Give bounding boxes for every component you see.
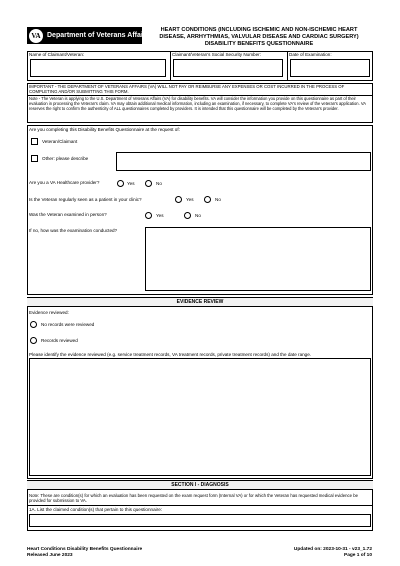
footer-left (27, 547, 142, 559)
diagnosis-title: SECTION I - DIAGNOSIS (27, 480, 373, 490)
yes-label: Yes (186, 197, 194, 202)
records-reviewed-radio[interactable] (30, 337, 37, 344)
other-checkbox[interactable] (31, 155, 38, 162)
no-label: No (215, 197, 221, 202)
claimant-name-field[interactable] (30, 59, 166, 77)
divider (287, 51, 288, 81)
in-person-no-radio[interactable] (184, 212, 191, 219)
release-date: Released June 2023 (27, 552, 73, 558)
other-description-field[interactable] (116, 152, 371, 171)
no-records-radio[interactable] (30, 321, 37, 328)
in-person-yes-radio[interactable] (145, 212, 152, 219)
form-title: HEART CONDITIONS (INCLUDING ISCHEMIC AND NON-ISCHEMIC HEART DISEASE, ARRHYTHMIAS, VALVULAR DISEASE AND CARDIAC SURGERY) DISABILITY BENEFITS QUESTIONNAIRE (159, 27, 359, 47)
page-number: Page 1 of 10 (344, 552, 372, 558)
claimant-ssn-field[interactable] (173, 59, 283, 77)
veteran-option-label: Veteran/Claimant (42, 139, 78, 144)
veteran-checkbox[interactable] (31, 138, 38, 145)
evidence-reviewed-label: Evidence reviewed: (29, 310, 69, 315)
patient-question: Is the Veteran regularly seen as a patient in your clinic? (29, 197, 142, 202)
yes-label: Yes (156, 213, 164, 218)
in-person-question: Was the Veteran examined in person? (29, 212, 107, 217)
diagnosis-note: Note: These are condition(s) for which an evaluation has been requested on the exam request form (Internal VA) or for which the Veteran has requested medical evidence be provided for submission to VA. (29, 493, 358, 504)
important-notice: IMPORTANT - THE DEPARTMENT OF VETERANS AFFAIRS (VA) WILL NOT PAY OR REIMBURSE ANY EXPENSES OR COST INCURRED IN THE PROCESS OF COMPLETING AND/OR SUBMITTING THIS FORM. (29, 84, 345, 95)
patient-yes-radio[interactable] (175, 196, 182, 203)
org-name: Department of Veterans Affairs (47, 32, 150, 39)
evidence-title: EVIDENCE REVIEW (27, 297, 373, 307)
va-provider-no-radio[interactable] (145, 180, 152, 187)
claimant-name-label: Name of Claimant/Veteran: (29, 52, 85, 57)
no-label: No (195, 213, 201, 218)
other-option-label: Other: please describe (42, 156, 89, 161)
divider (27, 505, 373, 506)
how-conducted-field[interactable] (145, 227, 371, 291)
footer-right (294, 547, 372, 559)
item-1a-label: 1A. List the claimed condition(s) that pertain to this questionnaire: (29, 507, 163, 512)
evidence-description-field[interactable] (29, 358, 371, 476)
how-conducted-question: If no, how was the examination conducted? (29, 228, 118, 233)
no-records-label: No records were reviewed (41, 322, 95, 327)
records-reviewed-label: Records reviewed (41, 338, 78, 343)
exam-date-label: Date of Examination: (289, 52, 332, 57)
va-logo (27, 27, 150, 44)
request-question: Are you completing this Disability Benefits Questionnaire at the request of: (29, 127, 180, 132)
exam-date-field[interactable] (290, 59, 370, 77)
divider (170, 51, 171, 81)
evidence-identify-label: Please identify the evidence reviewed (e.g. service treatment records, VA treatment records, private treatment records) and the date range. (29, 352, 312, 357)
va-seal-icon: VA (29, 29, 43, 43)
claimed-conditions-field[interactable] (29, 514, 371, 527)
form-name: Heart Conditions Disability Benefits Questionnaire (27, 547, 143, 552)
no-label: No (156, 181, 162, 186)
claimant-ssn-label: Claimant/Veteran's Social Security Number: (172, 52, 261, 57)
yes-label: Yes (127, 181, 135, 186)
va-provider-question: Are you a VA Healthcare provider? (29, 180, 100, 185)
version-info: Updated on: 2023-10-31 - v23_1.72 (293, 547, 372, 552)
patient-no-radio[interactable] (204, 196, 211, 203)
note-notice: Note - The Veteran is applying to the U.S. Department of Veterans Affairs (VA) for disability benefits. VA will consider the information you provide on this questionnaire as part of their evaluation in processing the Veteran's claim. VA may obtain additional medical information, including an examination, if necessary, to complete VA's review of the veteran's application. VA reserves the right to confirm the authenticity of ALL questionnaires completed by providers. It is intended that this questionnaire will be completed by the Veteran's provider. (29, 96, 366, 112)
va-provider-yes-radio[interactable] (117, 180, 124, 187)
